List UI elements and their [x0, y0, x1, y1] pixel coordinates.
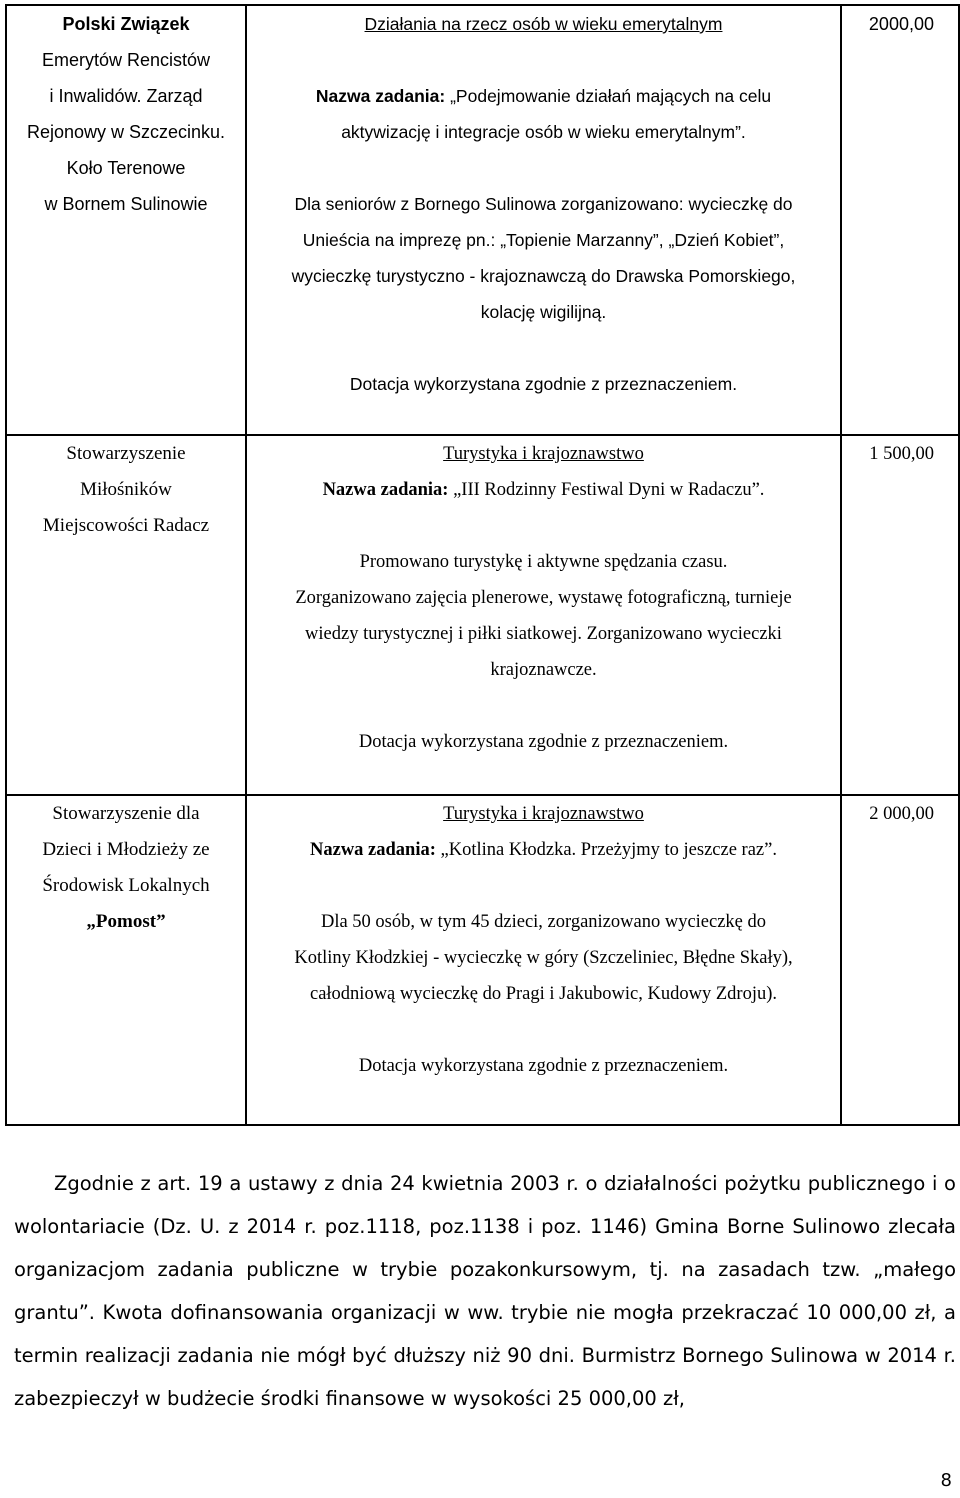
org-line: i Inwalidów. Zarząd — [49, 86, 203, 106]
closing-statement: Dotacja wykorzystana zgodnie z przeznaczeniem. — [358, 1056, 729, 1076]
task-name: „Podejmowanie działań mających na celu — [450, 86, 772, 106]
description-cell — [246, 795, 841, 1125]
description-line: wiedzy turystycznej i piłki siatkowej. Zorganizowano wycieczki — [305, 624, 782, 644]
organization-cell — [6, 5, 246, 435]
grants-table — [5, 4, 960, 1126]
org-line: Polski Związek — [62, 14, 190, 34]
description-cell — [246, 5, 841, 435]
closing-statement: Dotacja wykorzystana zgodnie z przeznaczeniem. — [358, 732, 729, 752]
description-line: Dla 50 osób, w tym 45 dzieci, zorganizowano wycieczkę do — [320, 912, 767, 932]
task-name-continued: aktywizację i integracje osób w wieku emerytalnym”. — [341, 122, 746, 142]
closing-statement: Dotacja wykorzystana zgodnie z przeznaczeniem. — [349, 374, 738, 394]
description-line: Promowano turystykę i aktywne spędzania czasu. — [359, 552, 728, 572]
org-line: Emerytów Rencistów — [41, 50, 211, 70]
task-label: Nazwa zadania: — [310, 840, 436, 860]
organization-cell — [6, 795, 246, 1125]
amount-cell — [841, 795, 959, 1125]
org-line: w Bornem Sulinowie — [44, 194, 208, 214]
description-line: Dla seniorów z Bornego Sulinowa zorganizowano: wycieczkę do — [294, 194, 793, 214]
amount-value: 2000,00 — [868, 14, 934, 34]
description-line: wycieczkę turystyczno - krajoznawczą do Drawska Pomorskiego, — [291, 266, 796, 286]
org-line: Stowarzyszenie dla — [52, 803, 200, 824]
description-line: Unieścia na imprezę pn.: „Topienie Marzanny”, „Dzień Kobiet”, — [302, 230, 785, 250]
task-label: Nazwa zadania: — [322, 480, 449, 500]
org-line: Dzieci i Młodzieży ze — [42, 839, 210, 860]
description-line: Kotliny Kłodzkiej - wycieczkę w góry (Szczeliniec, Błędne Skały), — [294, 948, 793, 968]
amount-cell — [841, 5, 959, 435]
amount-cell — [841, 435, 959, 795]
category-heading: Turystyka i krajoznawstwo — [443, 804, 644, 824]
org-line: Środowisk Lokalnych — [42, 875, 210, 896]
table-row — [6, 795, 959, 1125]
organization-cell — [6, 435, 246, 795]
org-line: „Pomost” — [86, 911, 166, 932]
paragraph-text: Zgodnie z art. 19 a ustawy z dnia 24 kwietnia 2003 r. o działalności pożytku publicznego i o wolontariacie (Dz. U. z 2014 r. poz.1118, poz.1138 i poz. 1146) Gmina Borne Sulinowo zlecała organizacjom zadania publiczne w trybie pozakonkursowym, tj. na zasadach tzw. „małego grantu”. Kwota dofinansowania organizacji w ww. trybie nie mogła przekraczać 10 000,00 zł, a termin realizacji zadania nie mógł być dłuższy niż 90 dni. Burmistrz Bornego Sulinowa w 2014 r. zabezpieczył w budżecie środki finansowe w wysokości 25 000,00 zł, — [14, 1172, 956, 1410]
description-line: krajoznawcze. — [490, 660, 597, 680]
org-line: Koło Terenowe — [66, 158, 186, 178]
legal-paragraph — [14, 1162, 956, 1420]
task-name: „Kotlina Kłodzka. Przeżyjmy to jeszcze raz”. — [440, 840, 777, 860]
description-line: całodniową wycieczkę do Pragi i Jakubowic, Kudowy Zdroju). — [310, 984, 777, 1004]
amount-value: 1 500,00 — [869, 444, 934, 464]
description-line: Zorganizowano zajęcia plenerowe, wystawę fotograficzną, turnieje — [295, 588, 792, 608]
description-line: kolację wigilijną. — [480, 302, 607, 322]
page-number: 8 — [940, 1470, 952, 1491]
category-heading: Działania na rzecz osób w wieku emerytalnym — [364, 14, 723, 34]
org-line: Rejonowy w Szczecinku. — [26, 122, 226, 142]
org-line: Stowarzyszenie — [66, 443, 186, 464]
amount-value: 2 000,00 — [869, 804, 934, 824]
table-row — [6, 435, 959, 795]
task-label: Nazwa zadania: — [315, 86, 446, 106]
org-line: Miejscowości Radacz — [42, 515, 210, 536]
table-row — [6, 5, 959, 435]
task-name: „III Rodzinny Festiwal Dyni w Radaczu”. — [453, 480, 765, 500]
description-cell — [246, 435, 841, 795]
org-line: Miłośników — [80, 479, 172, 500]
category-heading: Turystyka i krajoznawstwo — [443, 444, 644, 464]
